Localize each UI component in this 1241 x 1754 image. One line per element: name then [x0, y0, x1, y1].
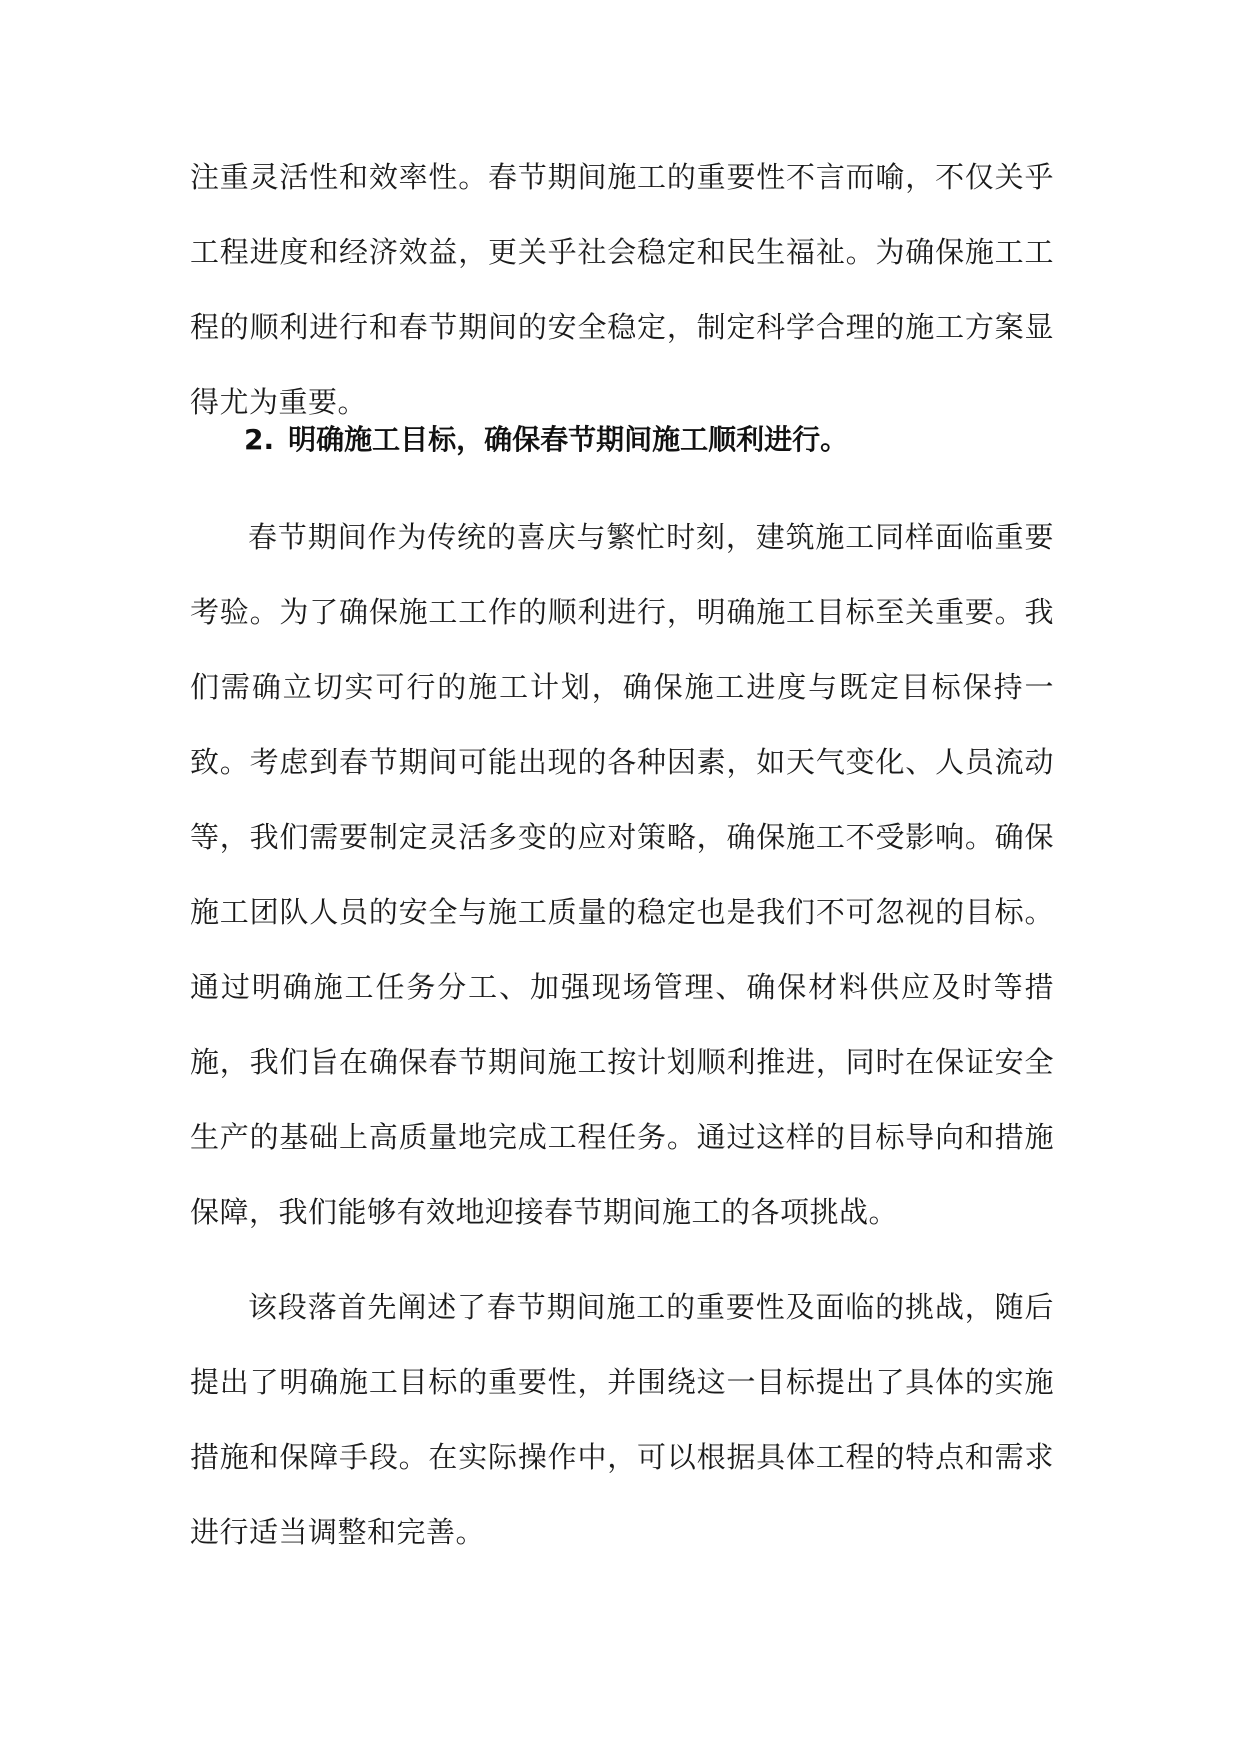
paragraph-goals: 春节期间作为传统的喜庆与繁忙时刻，建筑施工同样面临重要考验。为了确保施工工作的顺利进行，明确施工目标至关重要。我们需确立切实可行的施工计划，确保施工进度与既定目标保持一致。考虑到春节期间可能出现的各种因素，如天气变化、人员流动等，我们需要制定灵活多变的应对策略，确保施工不受影响。确保施工团队人员的安全与施工质量的稳定也是我们不可忽视的目标。通过明确施工任务分工、加强现场管理、确保材料供应及时等措施，我们旨在确保春节期间施工按计划顺利推进，同时在保证安全生产的基础上高质量地完成工程任务。通过这样的目标导向和措施保障，我们能够有效地迎接春节期间施工的各项挑战。: [190, 520, 1054, 1229]
section-number: 2.: [244, 423, 275, 456]
paragraph-summary: 该段落首先阐述了春节期间施工的重要性及面临的挑战，随后提出了明确施工目标的重要性，并围绕这一目标提出了具体的实施措施和保障手段。在实际操作中，可以根据具体工程的特点和需求进行适当调整和完善。: [190, 1290, 1054, 1549]
section-title: 明确施工目标，确保春节期间施工顺利进行。: [288, 423, 849, 456]
paragraph-intro: 注重灵活性和效率性。春节期间施工的重要性不言而喻，不仅关乎工程进度和经济效益，更关乎社会稳定和民生福祉。为确保施工工程的顺利进行和春节期间的安全稳定，制定科学合理的施工方案显得尤为重要。: [190, 160, 1054, 419]
section-heading: [244, 420, 1064, 460]
